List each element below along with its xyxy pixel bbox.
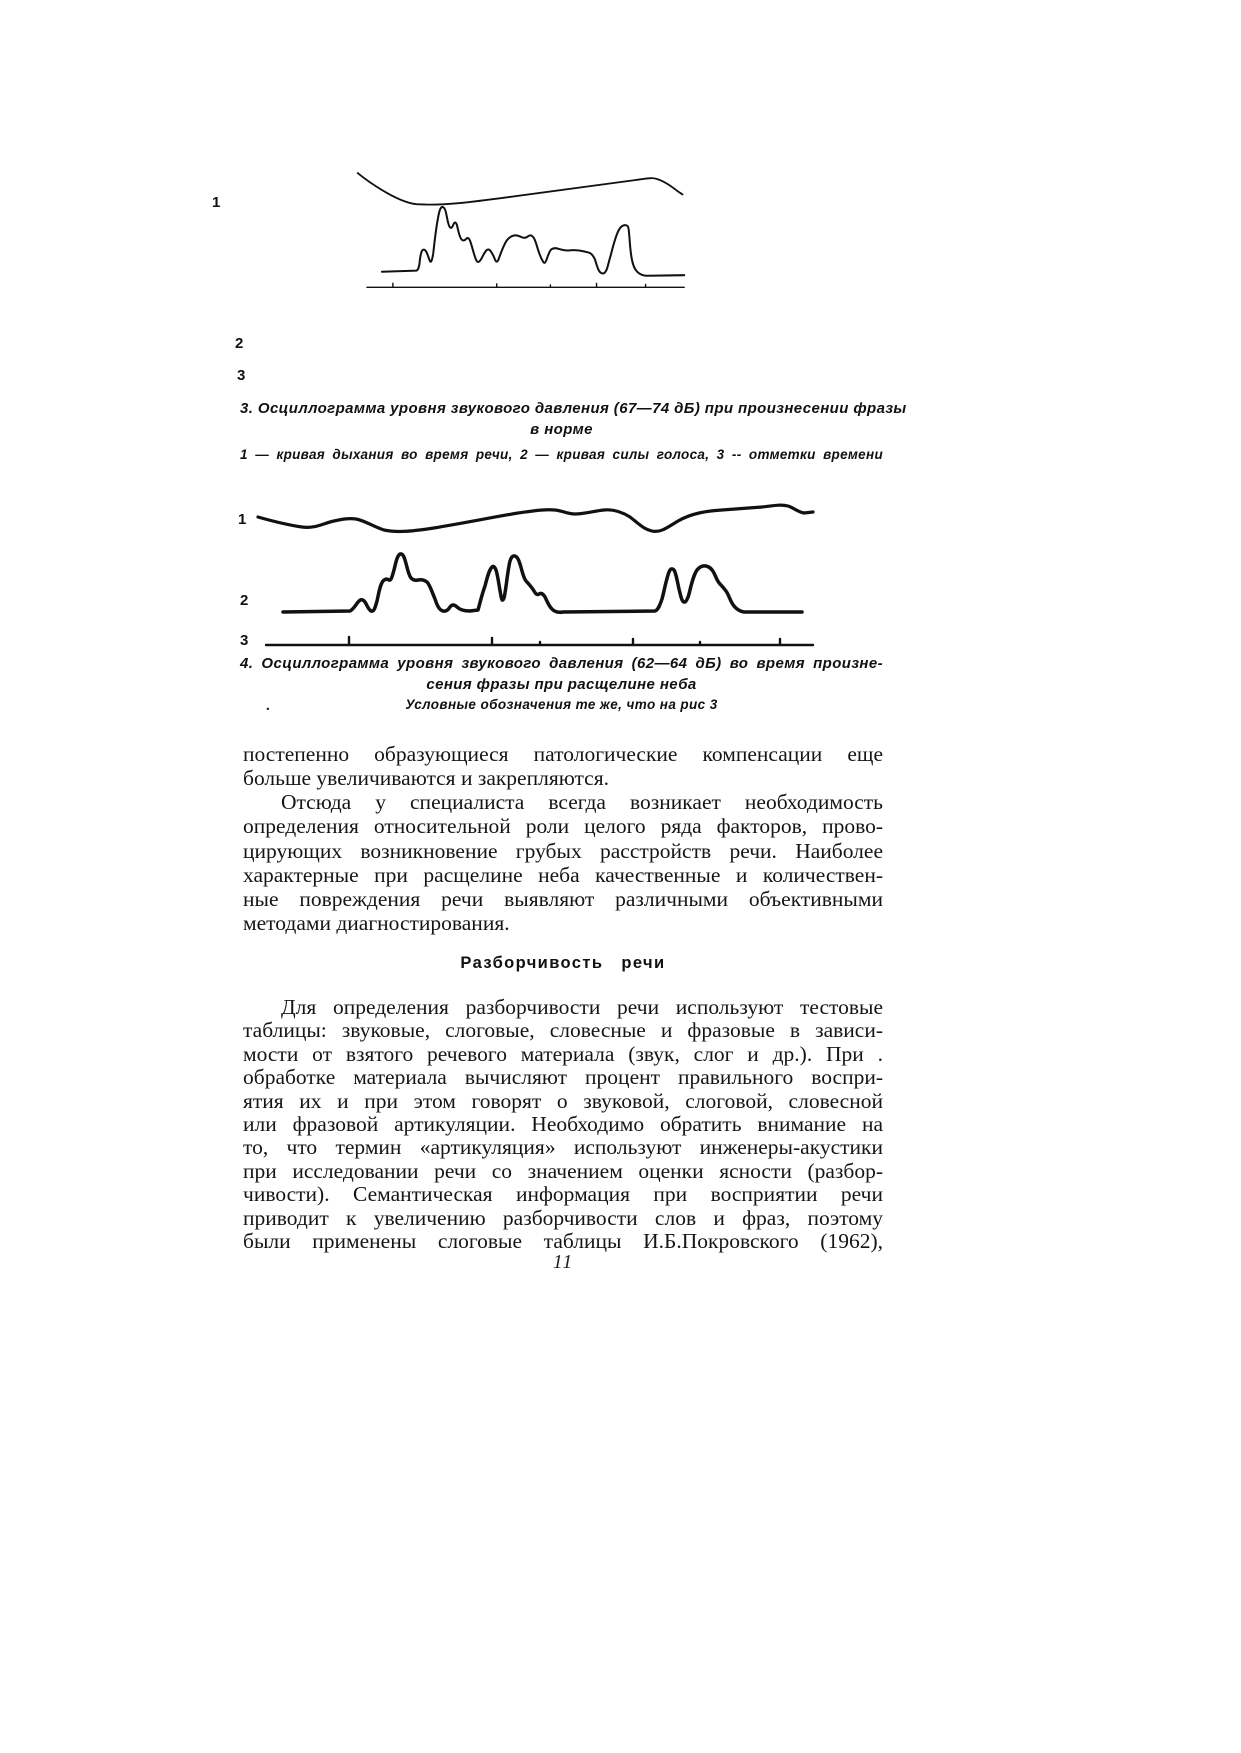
figure3-breathing-curve: [358, 173, 683, 205]
figure4-trace1-label: 1: [238, 511, 247, 528]
figure4-note: Условные обозначения те же, что на рис 3: [405, 697, 718, 712]
figure4-trace3-label: 3: [240, 632, 249, 649]
body-line: характерные при расщелине неба качественные и количествен-: [243, 862, 883, 887]
paragraph-1: [243, 742, 883, 791]
body-line: цирующих возникновение грубых расстройств речи. Наиболее: [243, 838, 883, 863]
figure3-caption-line2: в норме: [530, 421, 593, 438]
figure3-trace2-label: 2: [235, 335, 244, 352]
body-line: постепенно образующиеся патологические компенсации еще: [243, 742, 883, 766]
body-line: ные повреждения речи выявляют различными объективными: [243, 887, 883, 912]
body-line: методами диагностирования.: [243, 911, 510, 936]
body-line: чивости). Семантическая информация при восприятии речи: [243, 1182, 883, 1207]
body-line: приводит к увеличению разборчивости слов и фраз, поэтому: [243, 1205, 883, 1230]
page-number: 11: [552, 1251, 574, 1273]
section-heading: Разборчивость речи: [460, 954, 666, 972]
paragraph-3: [243, 996, 883, 1253]
figure4-voice-curve: [283, 554, 802, 612]
stray-period-mark: .: [266, 698, 270, 714]
figure3-trace1-label: 1: [212, 194, 221, 211]
body-line: Отсюда у специалиста всегда возникает необходимость: [281, 790, 883, 814]
figure3-time-marks-line: [367, 283, 684, 287]
figure4-caption-line2: сения фразы при расщелине неба: [426, 676, 697, 693]
figure4-trace2-label: 2: [240, 592, 249, 609]
body-line: обработке материала вычисляют процент правильного воспри-: [243, 1065, 883, 1090]
figure4-caption-line1: 4. Осциллограмма уровня звукового давления (62—64 дБ) во время произне-: [240, 655, 883, 672]
body-line: были применены слоговые таблицы И.Б.Покровского (1962),: [243, 1229, 883, 1254]
body-line: при исследовании речи со значением оценки ясности (разбор-: [243, 1158, 883, 1183]
body-line: то, что термин «артикуляция» используют инженеры-акустики: [243, 1135, 883, 1160]
figure3-caption-line1: 3. Осциллограмма уровня звукового давления (67—74 дБ) при произнесении фразы: [240, 400, 907, 417]
body-line: больше увеличиваются и закрепляются.: [243, 766, 609, 791]
body-line: таблицы: звуковые, слоговые, словесные и фразовые в зависи-: [243, 1018, 883, 1043]
body-line: или фразовой артикуляции. Необходимо обратить внимание на: [243, 1112, 883, 1137]
figure3-trace3-label: 3: [237, 367, 246, 384]
figure4-breathing-curve: [258, 505, 813, 531]
body-line: Для определения разборчивости речи используют тестовые: [281, 995, 883, 1019]
body-line: ятия их и при этом говорят о звуковой, слоговой, словесной: [243, 1088, 883, 1113]
figure4-oscillogram: [200, 495, 820, 655]
body-line: мости от взятого речевого материала (звук, слог и др.). При .: [243, 1041, 883, 1066]
figure3-voice-curve: [382, 207, 684, 276]
figure3-oscillogram: [200, 165, 820, 390]
figure3-legend: 1 — кривая дыхания во время речи, 2 — кривая силы голоса, 3 -- отметки времени: [240, 447, 883, 462]
figure4-time-marks-line: [266, 637, 813, 645]
paragraph-2: [243, 790, 883, 936]
body-line: определения относительной роли целого ряда факторов, прово-: [243, 814, 883, 839]
